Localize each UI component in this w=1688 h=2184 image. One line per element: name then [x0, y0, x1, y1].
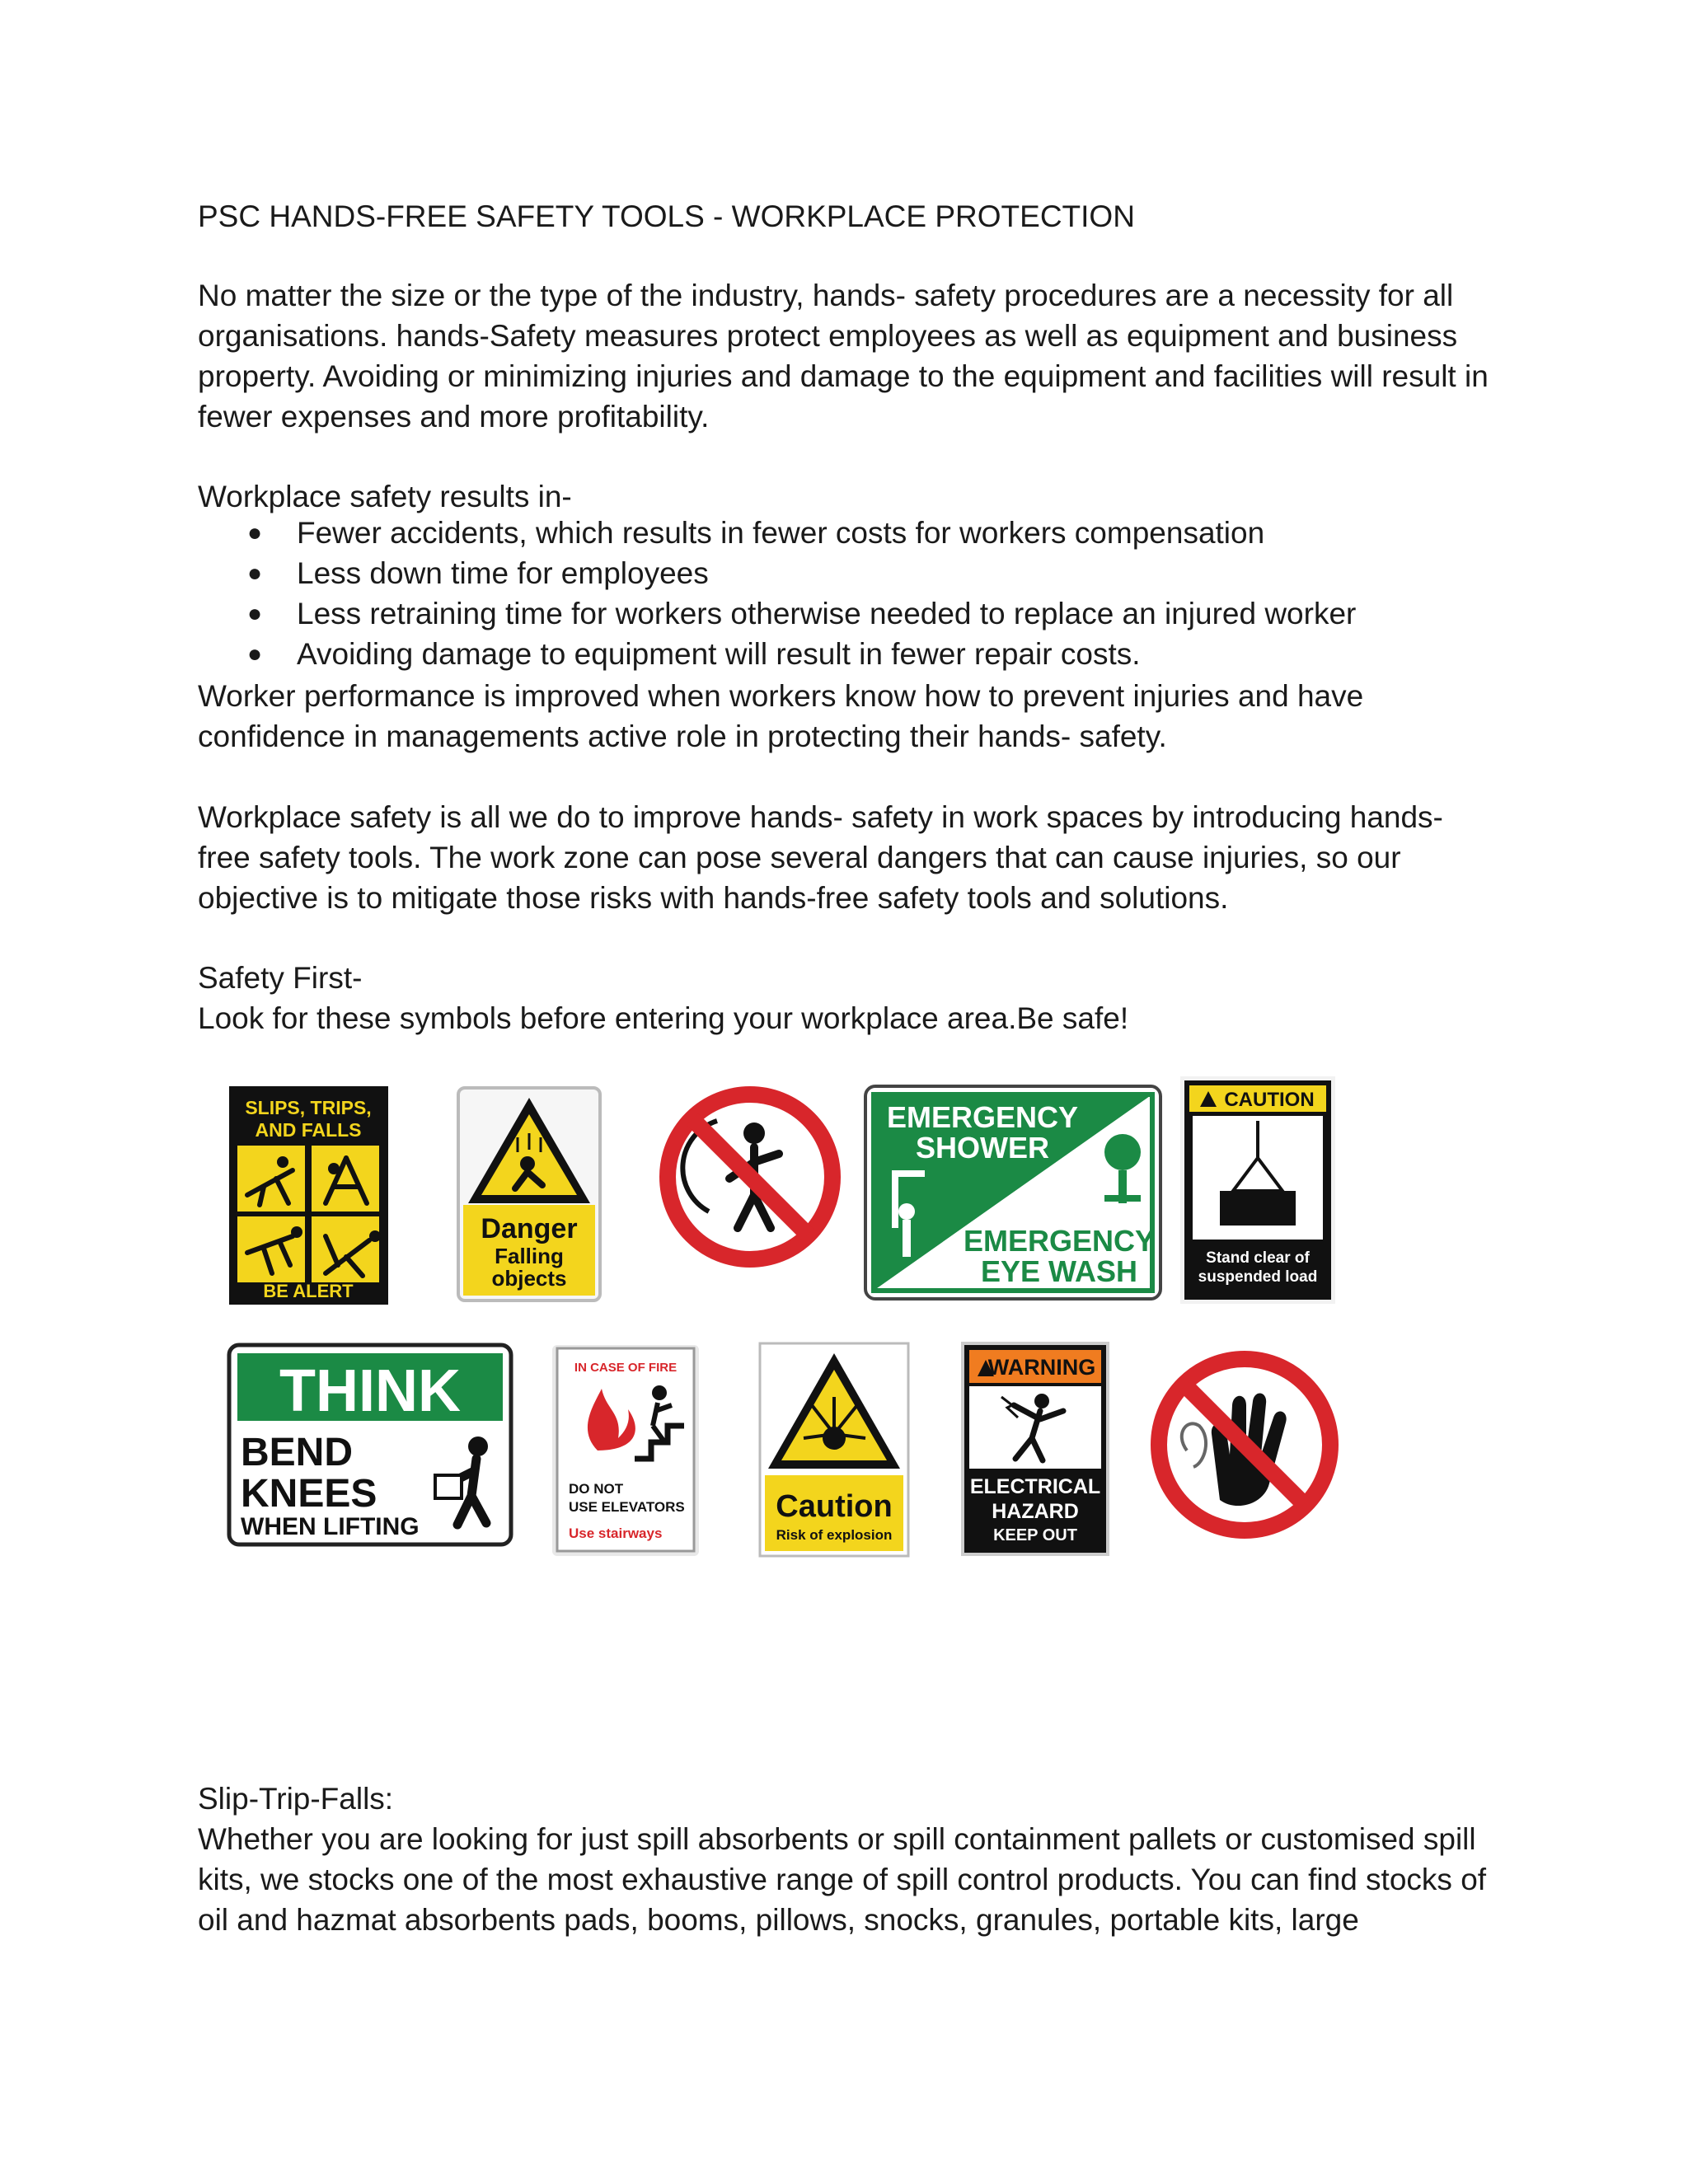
list-item: ● Fewer accidents, which results in fewer costs for workers compensation [198, 513, 1356, 553]
think-sign-header: THINK [279, 1358, 461, 1424]
explosion-caution-sign [760, 1343, 908, 1556]
mission-line: objective is to mitigate those risks with hands-free safety tools and solutions. [198, 881, 1229, 915]
slip-trip-falls-heading: Slip-Trip-Falls: [198, 1782, 394, 1816]
intro-line: fewer expenses and more profitability. [198, 400, 710, 434]
emergency-shower-eyewash-sign [865, 1086, 1160, 1299]
electrical-sign-line1: ELECTRICAL [969, 1475, 1101, 1498]
list-item: ● Less down time for employees [198, 553, 1356, 593]
intro-line: No matter the size or the type of the industry, hands- safety procedures are a necessity for all [198, 279, 1454, 312]
stf-line: oil and hazmat absorbents pads, booms, pillows, snocks, granules, portable kits, large [198, 1903, 1359, 1937]
slips-sign-footer: BE ALERT [263, 1281, 354, 1301]
load-sign-header: CAUTION [1224, 1089, 1315, 1111]
mission-line: free safety tools. The work zone can pose several dangers that can cause injuries, so our [198, 841, 1401, 874]
fire-sign-header: IN CASE OF FIRE [574, 1361, 678, 1375]
think-sign-line1: BEND [241, 1431, 354, 1474]
load-sign-line1: Stand clear of [1206, 1249, 1310, 1267]
suspended-load-caution-sign [1180, 1076, 1335, 1304]
performance-line: Worker performance is improved when workers know how to prevent injuries and have [198, 679, 1364, 713]
falling-sign-line1: Danger [481, 1213, 578, 1244]
shower-sign-bottom1: EMERGENCY [963, 1224, 1156, 1258]
symbols-instruction: Look for these symbols before entering your workplace area.Be safe! [198, 1001, 1129, 1035]
safety-first-heading: Safety First- [198, 961, 363, 995]
shower-sign-top2: SHOWER [916, 1131, 1049, 1165]
electrical-sign-line3: KEEP OUT [993, 1526, 1077, 1544]
load-sign-line2: suspended load [1198, 1268, 1318, 1286]
falling-sign-line3: objects [491, 1266, 567, 1291]
no-climbing-prohibition-sign [659, 1086, 841, 1268]
intro-line: organisations. hands-Safety measures protect employees as well as equipment and business [198, 319, 1458, 353]
stf-line: Whether you are looking for just spill absorbents or spill containment pallets or customised spill [198, 1822, 1476, 1856]
think-sign-line3: WHEN LIFTING [241, 1513, 420, 1540]
stf-line: kits, we stocks one of the most exhaustive range of spill control products. You can find stocks of [198, 1863, 1487, 1896]
list-item: ● Less retraining time for workers otherwise needed to replace an injured worker [198, 593, 1356, 634]
performance-line: confidence in managements active role in protecting their hands- safety. [198, 719, 1167, 753]
explosion-sign-line2: Risk of explosion [776, 1527, 893, 1543]
document-title: PSC HANDS-FREE SAFETY TOOLS - WORKPLACE PROTECTION [198, 199, 1135, 233]
fire-sign-line3: Use stairways [569, 1526, 663, 1541]
slips-sign-line1: SLIPS, TRIPS, [245, 1097, 372, 1118]
shower-sign-bottom2: EYE WASH [980, 1254, 1138, 1288]
shower-sign-top1: EMERGENCY [886, 1100, 1079, 1134]
falling-objects-sign [458, 1088, 600, 1301]
slips-sign-line2: AND FALLS [255, 1119, 362, 1141]
slips-trips-falls-sign [229, 1086, 388, 1305]
falling-sign-line2: Falling [495, 1244, 564, 1268]
electrical-sign-line2: HAZARD [992, 1500, 1079, 1523]
think-sign-line2: KNEES [241, 1472, 377, 1516]
results-heading: Workplace safety results in- [198, 480, 572, 513]
do-not-touch-prohibition-sign [1159, 1359, 1330, 1530]
electrical-hazard-warning-sign [961, 1342, 1109, 1556]
electrical-sign-header: WARNING [987, 1355, 1096, 1380]
bend-knees-sign [229, 1345, 511, 1544]
fire-use-stairs-sign [552, 1345, 699, 1556]
fire-sign-line2: USE ELEVATORS [569, 1499, 685, 1515]
fire-sign-line1: DO NOT [569, 1481, 624, 1497]
intro-line: property. Avoiding or minimizing injuries and damage to the equipment and facilities will result in [198, 359, 1489, 393]
mission-line: Workplace safety is all we do to improve hands- safety in work spaces by introducing hands- [198, 800, 1443, 834]
explosion-sign-line1: Caution [776, 1489, 893, 1524]
list-item: ● Avoiding damage to equipment will result in fewer repair costs. [198, 634, 1356, 674]
